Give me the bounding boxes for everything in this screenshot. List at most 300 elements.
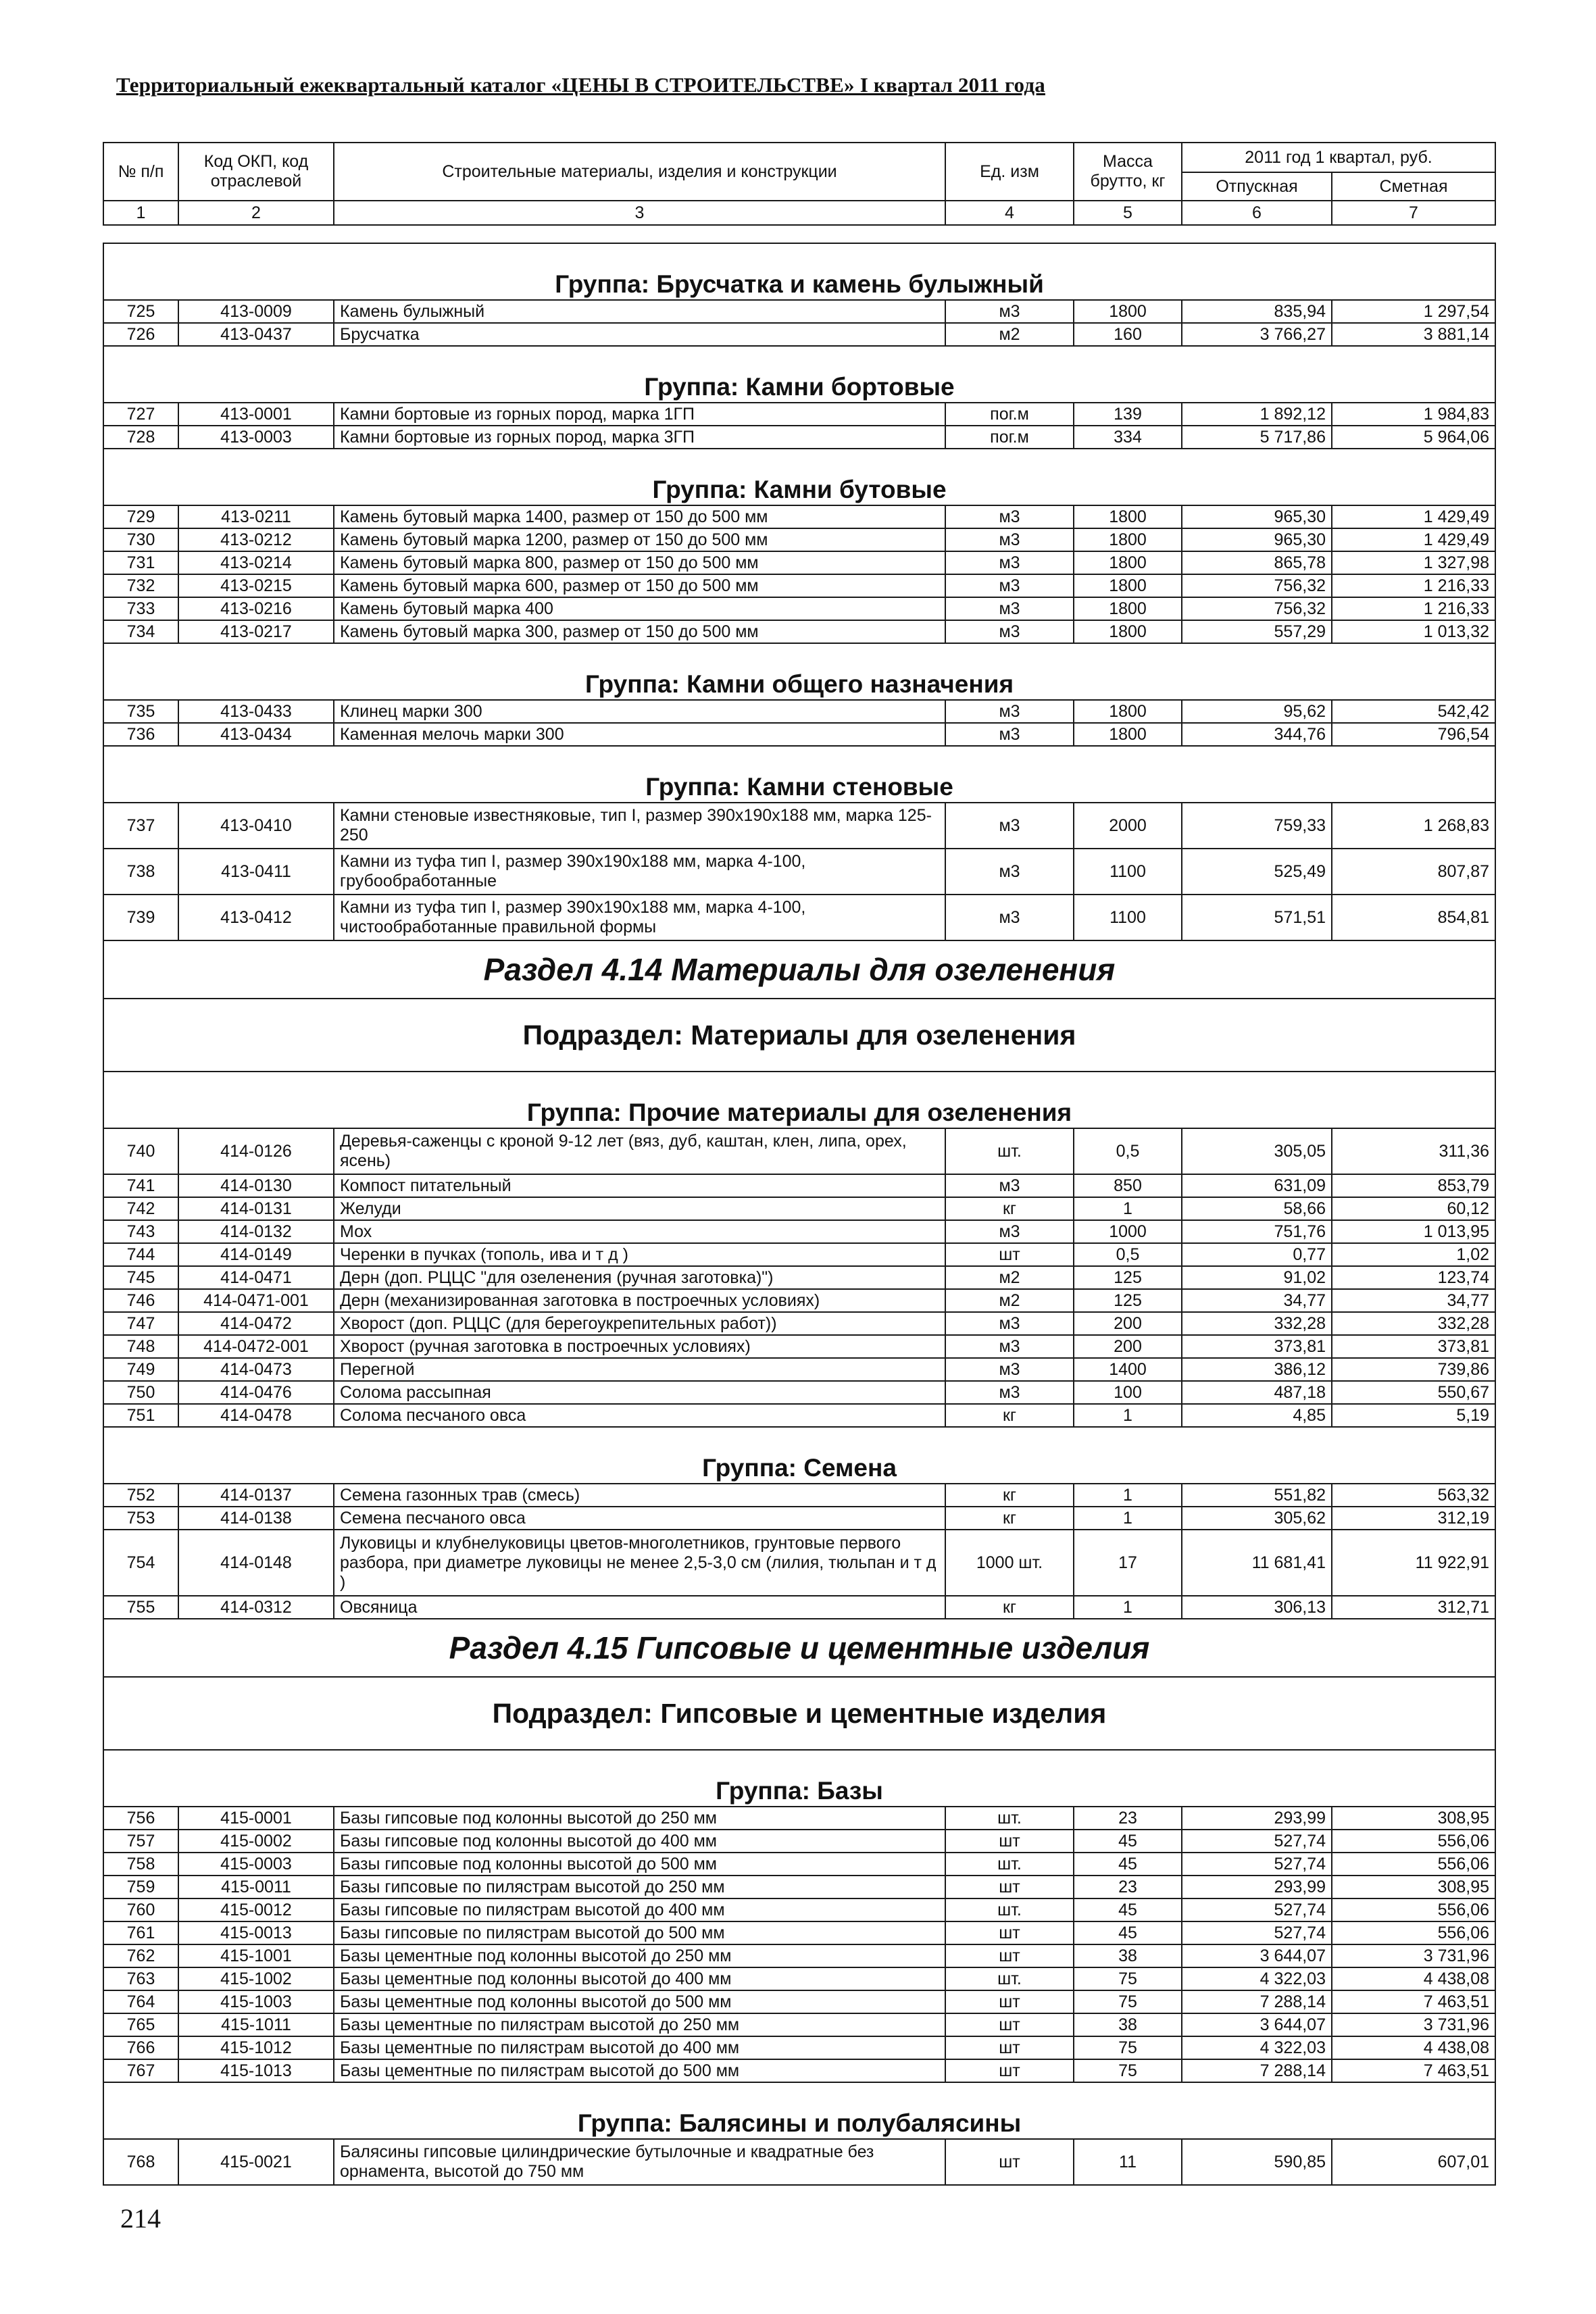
row-number: 763 [103, 1967, 178, 1990]
row-unit: м3 [945, 597, 1074, 620]
table-row [103, 1312, 1495, 1335]
row-code: 413-0217 [178, 620, 334, 643]
row-mass: 1800 [1074, 505, 1182, 528]
table-row [103, 1830, 1495, 1853]
row-mass: 1 [1074, 1507, 1182, 1530]
table-row [103, 1807, 1495, 1830]
row-code: 413-0412 [178, 895, 334, 940]
row-name: Базы цементные под колонны высотой до 250 мм [334, 1944, 945, 1967]
row-unit: м2 [945, 323, 1074, 346]
row-price-release: 527,74 [1182, 1898, 1332, 1921]
row-code: 413-0434 [178, 723, 334, 746]
table-row [103, 1174, 1495, 1197]
row-number: 753 [103, 1507, 178, 1530]
row-unit: пог.м [945, 403, 1074, 426]
row-name: Базы цементные по пилястрам высотой до 400 мм [334, 2036, 945, 2059]
row-price-estimate: 607,01 [1332, 2139, 1495, 2185]
row-number: 755 [103, 1596, 178, 1619]
row-name: Базы гипсовые по пилястрам высотой до 400 мм [334, 1898, 945, 1921]
row-price-release: 4 322,03 [1182, 2036, 1332, 2059]
header-price-release: Отпускная [1182, 172, 1332, 201]
row-code: 414-0138 [178, 1507, 334, 1530]
row-price-release: 759,33 [1182, 803, 1332, 849]
row-price-release: 3 644,07 [1182, 2013, 1332, 2036]
row-price-release: 3 644,07 [1182, 1944, 1332, 1967]
table-row [103, 700, 1495, 723]
row-mass: 75 [1074, 1990, 1182, 2013]
row-name: Базы гипсовые под колонны высотой до 500 мм [334, 1853, 945, 1876]
row-name: Камень булыжный [334, 300, 945, 323]
header-col-number: 2 [178, 201, 334, 225]
row-price-release: 631,09 [1182, 1174, 1332, 1197]
row-code: 415-0013 [178, 1921, 334, 1944]
row-name: Базы гипсовые по пилястрам высотой до 250 мм [334, 1876, 945, 1898]
row-price-estimate: 4 438,08 [1332, 1967, 1495, 1990]
row-code: 413-0009 [178, 300, 334, 323]
group-row [103, 1072, 1495, 1128]
row-number: 761 [103, 1921, 178, 1944]
row-name: Овсяница [334, 1596, 945, 1619]
row-mass: 1 [1074, 1197, 1182, 1220]
group-title: Группа: Камни стеновые [103, 746, 1495, 803]
row-code: 413-0437 [178, 323, 334, 346]
row-name: Дерн (доп. РЦЦС "для озеленения (ручная заготовка)") [334, 1266, 945, 1289]
row-price-estimate: 556,06 [1332, 1830, 1495, 1853]
table-row [103, 1853, 1495, 1876]
table-row [103, 1898, 1495, 1921]
row-name: Камень бутовый марка 1200, размер от 150 до 500 мм [334, 528, 945, 551]
table-row [103, 1266, 1495, 1289]
row-price-release: 0,77 [1182, 1243, 1332, 1266]
row-number: 760 [103, 1898, 178, 1921]
row-code: 415-0001 [178, 1807, 334, 1830]
row-unit: м3 [945, 1174, 1074, 1197]
row-mass: 2000 [1074, 803, 1182, 849]
row-unit: кг [945, 1507, 1074, 1530]
row-mass: 160 [1074, 323, 1182, 346]
row-unit: кг [945, 1596, 1074, 1619]
row-name: Камни стеновые известняковые, тип I, размер 390x190x188 мм, марка 125-250 [334, 803, 945, 849]
header-col-number: 4 [945, 201, 1074, 225]
table-row [103, 574, 1495, 597]
subsection-row [103, 999, 1495, 1072]
row-name: Базы гипсовые по пилястрам высотой до 500 мм [334, 1921, 945, 1944]
row-code: 413-0212 [178, 528, 334, 551]
row-unit: шт [945, 1990, 1074, 2013]
row-mass: 1100 [1074, 849, 1182, 895]
row-name: Камень бутовый марка 800, размер от 150 до 500 мм [334, 551, 945, 574]
table-row [103, 1507, 1495, 1530]
row-number: 730 [103, 528, 178, 551]
row-code: 414-0130 [178, 1174, 334, 1197]
row-price-release: 4,85 [1182, 1404, 1332, 1427]
row-code: 415-1002 [178, 1967, 334, 1990]
row-price-release: 590,85 [1182, 2139, 1332, 2185]
row-mass: 1100 [1074, 895, 1182, 940]
row-unit: шт [945, 2059, 1074, 2082]
row-unit: м3 [945, 723, 1074, 746]
header-col-number: 7 [1332, 201, 1495, 225]
group-title: Группа: Камни общего назначения [103, 643, 1495, 700]
row-code: 415-0012 [178, 1898, 334, 1921]
row-name: Камень бутовый марка 400 [334, 597, 945, 620]
row-price-estimate: 312,71 [1332, 1596, 1495, 1619]
row-number: 757 [103, 1830, 178, 1853]
row-price-estimate: 1 429,49 [1332, 528, 1495, 551]
row-code: 414-0471 [178, 1266, 334, 1289]
row-price-release: 525,49 [1182, 849, 1332, 895]
group-row [103, 243, 1495, 300]
row-unit: кг [945, 1404, 1074, 1427]
row-price-estimate: 7 463,51 [1332, 2059, 1495, 2082]
row-unit: м3 [945, 574, 1074, 597]
row-unit: пог.м [945, 426, 1074, 449]
table-row [103, 1484, 1495, 1507]
row-code: 413-0214 [178, 551, 334, 574]
row-mass: 1 [1074, 1404, 1182, 1427]
table-row [103, 1530, 1495, 1596]
table-row [103, 1128, 1495, 1174]
row-name: Камень бутовый марка 600, размер от 150 до 500 мм [334, 574, 945, 597]
row-number: 767 [103, 2059, 178, 2082]
table-row [103, 1381, 1495, 1404]
row-mass: 75 [1074, 2059, 1182, 2082]
row-number: 731 [103, 551, 178, 574]
row-name: Базы цементные по пилястрам высотой до 500 мм [334, 2059, 945, 2082]
subsection-title: Подраздел: Материалы для озеленения [103, 999, 1495, 1072]
group-row [103, 2082, 1495, 2139]
row-code: 414-0149 [178, 1243, 334, 1266]
row-price-estimate: 3 881,14 [1332, 323, 1495, 346]
table-row [103, 505, 1495, 528]
row-number: 747 [103, 1312, 178, 1335]
row-code: 413-0001 [178, 403, 334, 426]
row-mass: 23 [1074, 1876, 1182, 1898]
row-name: Солома песчаного овса [334, 1404, 945, 1427]
row-mass: 0,5 [1074, 1243, 1182, 1266]
row-price-estimate: 332,28 [1332, 1312, 1495, 1335]
row-name: Перегной [334, 1358, 945, 1381]
row-mass: 0,5 [1074, 1128, 1182, 1174]
row-price-release: 95,62 [1182, 700, 1332, 723]
row-number: 764 [103, 1990, 178, 2013]
row-price-estimate: 563,32 [1332, 1484, 1495, 1507]
section-row [103, 940, 1495, 999]
row-code: 414-0471-001 [178, 1289, 334, 1312]
row-name: Базы цементные по пилястрам высотой до 250 мм [334, 2013, 945, 2036]
row-number: 735 [103, 700, 178, 723]
row-price-release: 865,78 [1182, 551, 1332, 574]
row-price-estimate: 807,87 [1332, 849, 1495, 895]
section-row [103, 1619, 1495, 1677]
group-title: Группа: Балясины и полубалясины [103, 2082, 1495, 2139]
row-price-estimate: 1,02 [1332, 1243, 1495, 1266]
row-mass: 45 [1074, 1921, 1182, 1944]
row-price-release: 557,29 [1182, 620, 1332, 643]
table-row [103, 300, 1495, 323]
row-code: 415-0003 [178, 1853, 334, 1876]
row-code: 415-1012 [178, 2036, 334, 2059]
row-price-estimate: 3 731,96 [1332, 1944, 1495, 1967]
row-number: 728 [103, 426, 178, 449]
row-unit: м3 [945, 1220, 1074, 1243]
row-code: 414-0137 [178, 1484, 334, 1507]
catalog-table [103, 243, 1496, 2186]
row-code: 413-0216 [178, 597, 334, 620]
row-price-estimate: 1 297,54 [1332, 300, 1495, 323]
row-code: 413-0215 [178, 574, 334, 597]
row-code: 414-0148 [178, 1530, 334, 1596]
row-mass: 125 [1074, 1266, 1182, 1289]
catalog-table-body [103, 243, 1495, 2185]
row-mass: 1 [1074, 1484, 1182, 1507]
row-price-estimate: 542,42 [1332, 700, 1495, 723]
row-price-release: 5 717,86 [1182, 426, 1332, 449]
row-code: 413-0433 [178, 700, 334, 723]
header-period: 2011 год 1 квартал, руб. [1182, 143, 1495, 172]
row-name: Камни бортовые из горных пород, марка 3ГП [334, 426, 945, 449]
row-number: 746 [103, 1289, 178, 1312]
row-price-release: 756,32 [1182, 574, 1332, 597]
row-price-estimate: 11 922,91 [1332, 1530, 1495, 1596]
row-code: 414-0478 [178, 1404, 334, 1427]
row-name: Семена песчаного овса [334, 1507, 945, 1530]
row-price-release: 344,76 [1182, 723, 1332, 746]
row-number: 759 [103, 1876, 178, 1898]
row-price-estimate: 5 964,06 [1332, 426, 1495, 449]
row-name: Камни бортовые из горных пород, марка 1ГП [334, 403, 945, 426]
row-unit: шт [945, 1876, 1074, 1898]
table-row [103, 895, 1495, 940]
table-row [103, 1243, 1495, 1266]
row-price-estimate: 308,95 [1332, 1876, 1495, 1898]
row-number: 740 [103, 1128, 178, 1174]
row-number: 750 [103, 1381, 178, 1404]
row-mass: 75 [1074, 2036, 1182, 2059]
row-price-release: 34,77 [1182, 1289, 1332, 1312]
row-unit: шт [945, 2139, 1074, 2185]
row-name: Камни из туфа тип I, размер 390x190x188 мм, марка 4-100, чистообработанные правильной формы [334, 895, 945, 940]
row-price-estimate: 373,81 [1332, 1335, 1495, 1358]
group-row [103, 746, 1495, 803]
row-number: 762 [103, 1944, 178, 1967]
row-mass: 1000 [1074, 1220, 1182, 1243]
row-name: Камень бутовый марка 300, размер от 150 до 500 мм [334, 620, 945, 643]
row-mass: 125 [1074, 1289, 1182, 1312]
row-number: 765 [103, 2013, 178, 2036]
group-row [103, 449, 1495, 505]
row-mass: 1400 [1074, 1358, 1182, 1381]
table-row [103, 1990, 1495, 2013]
row-code: 414-0126 [178, 1128, 334, 1174]
row-price-release: 7 288,14 [1182, 2059, 1332, 2082]
row-price-estimate: 1 429,49 [1332, 505, 1495, 528]
row-number: 751 [103, 1404, 178, 1427]
row-unit: шт. [945, 1967, 1074, 1990]
row-price-estimate: 1 216,33 [1332, 574, 1495, 597]
row-number: 756 [103, 1807, 178, 1830]
row-name: Базы цементные под колонны высотой до 500 мм [334, 1990, 945, 2013]
group-title: Группа: Прочие материалы для озеленения [103, 1072, 1495, 1128]
row-price-estimate: 550,67 [1332, 1381, 1495, 1404]
row-name: Хворост (ручная заготовка в построечных условиях) [334, 1335, 945, 1358]
row-price-estimate: 34,77 [1332, 1289, 1495, 1312]
table-row [103, 1358, 1495, 1381]
row-price-estimate: 1 013,32 [1332, 620, 1495, 643]
row-number: 726 [103, 323, 178, 346]
header-col-number: 1 [103, 201, 178, 225]
table-row [103, 1197, 1495, 1220]
row-price-release: 965,30 [1182, 528, 1332, 551]
header-price-estimate: Сметная [1332, 172, 1495, 201]
row-price-release: 965,30 [1182, 505, 1332, 528]
row-name: Базы гипсовые под колонны высотой до 250 мм [334, 1807, 945, 1830]
table-row [103, 2059, 1495, 2082]
row-mass: 23 [1074, 1807, 1182, 1830]
row-code: 414-0473 [178, 1358, 334, 1381]
row-name: Семена газонных трав (смесь) [334, 1484, 945, 1507]
row-number: 738 [103, 849, 178, 895]
header-col-number: 6 [1182, 201, 1332, 225]
subsection-row [103, 1677, 1495, 1750]
row-code: 414-0472 [178, 1312, 334, 1335]
row-price-release: 3 766,27 [1182, 323, 1332, 346]
row-price-estimate: 854,81 [1332, 895, 1495, 940]
row-price-estimate: 308,95 [1332, 1807, 1495, 1830]
row-price-estimate: 796,54 [1332, 723, 1495, 746]
row-price-release: 386,12 [1182, 1358, 1332, 1381]
row-name: Дерн (механизированная заготовка в построечных условиях) [334, 1289, 945, 1312]
group-title: Группа: Камни бутовые [103, 449, 1495, 505]
row-name: Деревья-саженцы с кроной 9-12 лет (вяз, дуб, каштан, клен, липа, орех, ясень) [334, 1128, 945, 1174]
row-price-release: 527,74 [1182, 1830, 1332, 1853]
row-unit: м3 [945, 551, 1074, 574]
catalog-table-header [103, 142, 1496, 226]
row-price-release: 306,13 [1182, 1596, 1332, 1619]
row-code: 415-1003 [178, 1990, 334, 2013]
row-code: 414-0132 [178, 1220, 334, 1243]
row-unit: шт [945, 1243, 1074, 1266]
row-price-release: 571,51 [1182, 895, 1332, 940]
row-unit: м3 [945, 1312, 1074, 1335]
group-title: Группа: Базы [103, 1750, 1495, 1807]
row-mass: 1800 [1074, 723, 1182, 746]
table-row [103, 2036, 1495, 2059]
row-unit: шт. [945, 1898, 1074, 1921]
table-row [103, 849, 1495, 895]
row-number: 754 [103, 1530, 178, 1596]
row-unit: м3 [945, 849, 1074, 895]
table-row [103, 323, 1495, 346]
table-row [103, 1289, 1495, 1312]
row-unit: шт [945, 2013, 1074, 2036]
table-row [103, 597, 1495, 620]
row-number: 749 [103, 1358, 178, 1381]
row-number: 739 [103, 895, 178, 940]
row-mass: 1800 [1074, 300, 1182, 323]
row-mass: 11 [1074, 2139, 1182, 2185]
row-number: 752 [103, 1484, 178, 1507]
row-code: 415-0021 [178, 2139, 334, 2185]
row-price-release: 527,74 [1182, 1921, 1332, 1944]
row-number: 736 [103, 723, 178, 746]
row-price-release: 7 288,14 [1182, 1990, 1332, 2013]
table-row [103, 1596, 1495, 1619]
table-row [103, 1921, 1495, 1944]
row-price-estimate: 739,86 [1332, 1358, 1495, 1381]
row-price-release: 332,28 [1182, 1312, 1332, 1335]
row-number: 768 [103, 2139, 178, 2185]
row-number: 745 [103, 1266, 178, 1289]
row-unit: м3 [945, 895, 1074, 940]
table-row [103, 803, 1495, 849]
row-number: 733 [103, 597, 178, 620]
row-unit: м3 [945, 505, 1074, 528]
row-price-release: 751,76 [1182, 1220, 1332, 1243]
row-number: 748 [103, 1335, 178, 1358]
group-title: Группа: Брусчатка и камень булыжный [103, 243, 1495, 300]
page-number: 214 [120, 2203, 161, 2234]
row-mass: 139 [1074, 403, 1182, 426]
row-mass: 1800 [1074, 700, 1182, 723]
section-title: Раздел 4.14 Материалы для озеленения [103, 940, 1495, 999]
row-name: Компост питательный [334, 1174, 945, 1197]
header-col-number: 3 [334, 201, 945, 225]
row-number: 744 [103, 1243, 178, 1266]
row-unit: м3 [945, 1381, 1074, 1404]
row-name: Желуди [334, 1197, 945, 1220]
table-row [103, 1876, 1495, 1898]
row-unit: м3 [945, 620, 1074, 643]
row-code: 415-0002 [178, 1830, 334, 1853]
table-row [103, 2013, 1495, 2036]
row-price-release: 11 681,41 [1182, 1530, 1332, 1596]
row-mass: 38 [1074, 1944, 1182, 1967]
row-code: 413-0211 [178, 505, 334, 528]
group-row [103, 1427, 1495, 1484]
row-name: Солома рассыпная [334, 1381, 945, 1404]
row-unit: шт. [945, 1128, 1074, 1174]
row-name: Базы гипсовые под колонны высотой до 400 мм [334, 1830, 945, 1853]
row-code: 415-0011 [178, 1876, 334, 1898]
row-mass: 100 [1074, 1381, 1182, 1404]
row-name: Хворост (доп. РЦЦС (для берегоукрепительных работ)) [334, 1312, 945, 1335]
row-number: 741 [103, 1174, 178, 1197]
row-price-estimate: 311,36 [1332, 1128, 1495, 1174]
row-code: 414-0312 [178, 1596, 334, 1619]
row-name: Брусчатка [334, 323, 945, 346]
row-mass: 1 [1074, 1596, 1182, 1619]
row-name: Мох [334, 1220, 945, 1243]
row-unit: шт [945, 1830, 1074, 1853]
table-row [103, 403, 1495, 426]
row-number: 742 [103, 1197, 178, 1220]
row-price-release: 4 322,03 [1182, 1967, 1332, 1990]
row-price-estimate: 1 984,83 [1332, 403, 1495, 426]
row-mass: 1800 [1074, 597, 1182, 620]
row-price-estimate: 556,06 [1332, 1898, 1495, 1921]
row-price-estimate: 3 731,96 [1332, 2013, 1495, 2036]
row-price-release: 58,66 [1182, 1197, 1332, 1220]
row-mass: 45 [1074, 1830, 1182, 1853]
row-code: 414-0131 [178, 1197, 334, 1220]
row-price-release: 487,18 [1182, 1381, 1332, 1404]
header-name: Строительные материалы, изделия и конструкции [334, 143, 945, 201]
row-code: 413-0411 [178, 849, 334, 895]
row-mass: 1800 [1074, 574, 1182, 597]
row-unit: 1000 шт. [945, 1530, 1074, 1596]
row-price-estimate: 123,74 [1332, 1266, 1495, 1289]
